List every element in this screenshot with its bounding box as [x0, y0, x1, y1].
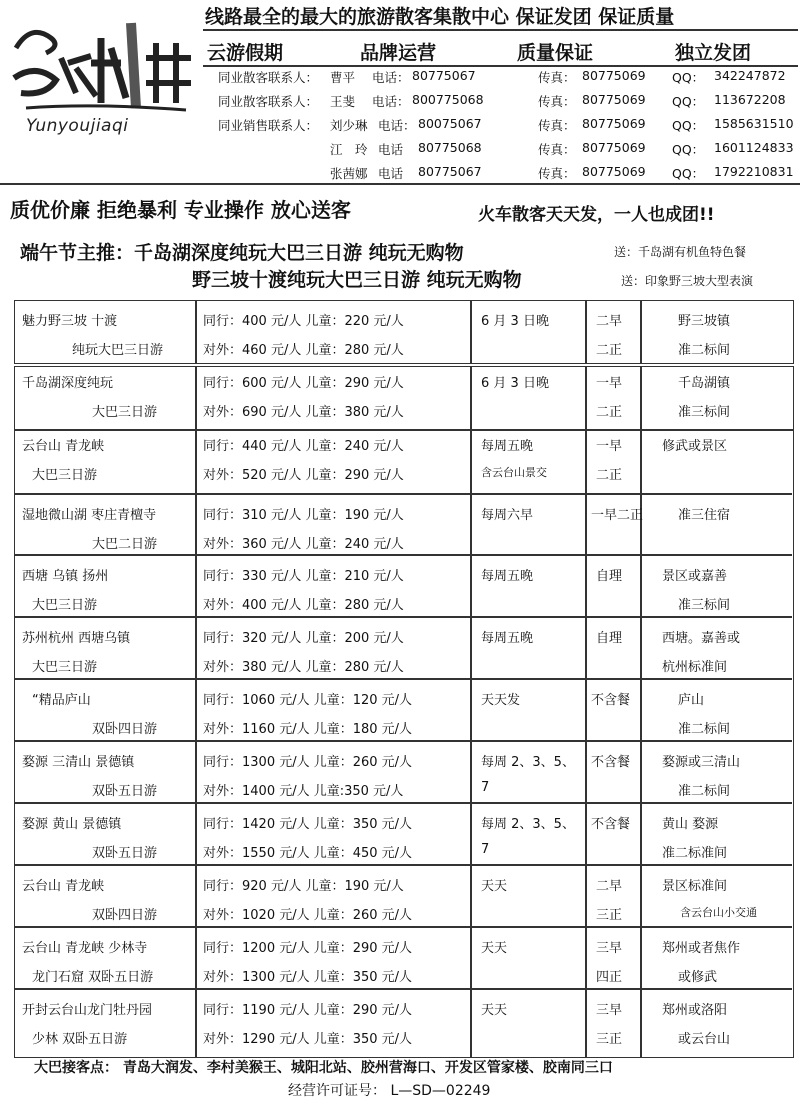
- tour-name: “精品庐山: [32, 693, 91, 708]
- fax-value: 80775069: [582, 92, 646, 107]
- column-divider: [470, 300, 472, 363]
- tour-name: 云台山 青龙峡: [22, 879, 105, 894]
- license-number: 经营许可证号： L—SD—02249: [288, 1083, 491, 1099]
- slogan-item: 质量保证: [517, 42, 594, 64]
- tour-hotel-sub: 准二标间: [678, 343, 731, 358]
- tour-hotel: 景区标准间: [662, 879, 728, 894]
- tour-meals: 一早: [596, 439, 623, 454]
- tour-name-sub: 大巴三日游: [32, 468, 98, 483]
- tour-departure: 每周五晚: [481, 631, 534, 646]
- tour-name-sub: 大巴三日游: [32, 598, 98, 613]
- qq-label: QQ：: [672, 166, 705, 181]
- column-divider: [640, 300, 642, 363]
- tour-price-trade: 同行：320 元/人 儿童：200 元/人: [203, 631, 404, 646]
- fax-label: 传真：: [538, 118, 576, 133]
- tour-name: 湿地微山湖 枣庄青檀寺: [22, 508, 157, 523]
- phone-label: 电话：: [372, 94, 410, 109]
- logo: [6, 8, 196, 138]
- tour-price-public: 对外：1290 元/人 儿童：350 元/人: [203, 1032, 413, 1047]
- tour-hotel-sub: 准三标间: [678, 405, 731, 420]
- tour-name-sub: 大巴二日游: [92, 537, 158, 552]
- tour-departure: 6 月 3 日晚: [481, 314, 549, 329]
- phone-label: 电话：: [372, 70, 410, 85]
- header-tagline: 线路最全的最大的旅游散客集散中心 保证发团 保证质量: [205, 6, 675, 28]
- tour-name: 西塘 乌镇 扬州: [22, 569, 109, 584]
- tour-hotel: 婺源或三清山: [662, 755, 741, 770]
- row-divider: [14, 988, 792, 990]
- pickup-points: 大巴接客点： 青岛大润发、李村美猴王、城阳北站、胶州营海口、开发区管家楼、胶南同三口: [34, 1060, 613, 1076]
- tour-hotel: 景区或嘉善: [662, 569, 728, 584]
- tour-name: 云台山 青龙峡 少林寺: [22, 941, 148, 956]
- slogan-item: 品牌运营: [360, 42, 437, 64]
- tour-hotel-sub: 准二标间: [678, 784, 731, 799]
- tour-price-trade: 同行：330 元/人 儿童：210 元/人: [203, 569, 404, 584]
- contact-role: 同业散客联系人：: [218, 70, 319, 85]
- promo-gift-1: 送：千岛湖有机鱼特色餐: [614, 245, 747, 259]
- contact-role: 同业散客联系人：: [218, 94, 319, 109]
- column-divider: [585, 366, 587, 429]
- tour-meals: 不含餐: [591, 755, 631, 770]
- tour-price-trade: 同行：400 元/人 儿童：220 元/人: [203, 314, 404, 329]
- tour-price-trade: 同行：1420 元/人 儿童：350 元/人: [203, 817, 413, 832]
- tour-price-public: 对外：1550 元/人 儿童：450 元/人: [203, 846, 413, 861]
- column-divider: [470, 366, 472, 429]
- tour-price-public: 对外：360 元/人 儿童：240 元/人: [203, 537, 404, 552]
- tour-price-public: 对外：520 元/人 儿童：290 元/人: [203, 468, 404, 483]
- contact-name: 王斐: [330, 94, 356, 109]
- tour-hotel-sub: 准三标间: [678, 598, 731, 613]
- fax-label: 传真：: [538, 166, 576, 181]
- phone-label: 电话：: [378, 118, 416, 133]
- tour-name-sub: 双卧五日游: [92, 784, 158, 799]
- tour-departure-note: 7: [481, 780, 490, 795]
- column-divider: [640, 366, 642, 429]
- promo-gift-2: 送：印象野三坡大型表演: [621, 274, 754, 288]
- phone-value: 800775068: [412, 92, 484, 107]
- tour-hotel-sub: 含云台山小交通: [680, 906, 757, 919]
- qq-value: 342247872: [714, 68, 786, 83]
- column-divider: [585, 430, 587, 1057]
- fax-value: 80775069: [582, 164, 646, 179]
- qq-value: 1792210831: [714, 164, 794, 179]
- banner-values: 质优价廉 拒绝暴利 专业操作 放心送客: [10, 198, 351, 222]
- tour-hotel-sub: 准二标间: [678, 722, 731, 737]
- tour-meals: 二早: [596, 314, 623, 329]
- contact-name: 张茜娜: [330, 166, 368, 181]
- tour-departure: 天天发: [481, 693, 521, 708]
- fax-value: 80775069: [582, 140, 646, 155]
- tour-hotel-sub: 杭州标准间: [662, 660, 728, 675]
- tour-meals-sub: 三正: [596, 908, 623, 923]
- promo-line-2: 野三坡十渡纯玩大巴三日游 纯玩无购物: [192, 269, 522, 291]
- tour-hotel: 野三坡镇: [678, 314, 731, 329]
- contact-name: 刘少琳: [330, 118, 368, 133]
- tour-name-sub: 少林 双卧五日游: [32, 1032, 128, 1047]
- phone-label: 电话: [378, 142, 404, 157]
- tour-name-sub: 大巴三日游: [92, 405, 158, 420]
- column-divider: [640, 430, 642, 1057]
- tour-name-sub: 双卧四日游: [92, 722, 158, 737]
- column-divider: [195, 366, 197, 429]
- tour-price-trade: 同行：1300 元/人 儿童：260 元/人: [203, 755, 413, 770]
- tour-price-public: 对外：1160 元/人 儿童：180 元/人: [203, 722, 413, 737]
- banner-train: 火车散客天天发，一人也成团!!: [478, 205, 715, 225]
- tour-meals: 自理: [596, 569, 623, 584]
- row-divider: [14, 802, 792, 804]
- row-divider: [14, 678, 792, 680]
- tour-hotel: 修武或景区: [662, 439, 728, 454]
- tour-price-trade: 同行：920 元/人 儿童：190 元/人: [203, 879, 404, 894]
- tour-meals: 二早: [596, 879, 623, 894]
- tour-price-trade: 同行：1060 元/人 儿童：120 元/人: [203, 693, 413, 708]
- tour-departure: 每周 2、3、5、: [481, 817, 575, 832]
- tour-name: 开封云台山龙门牡丹园: [22, 1003, 153, 1018]
- divider: [203, 29, 798, 31]
- tour-hotel-sub: 准二标准间: [662, 846, 728, 861]
- column-divider: [585, 300, 587, 363]
- tour-meals: 一早: [596, 376, 623, 391]
- tour-price-trade: 同行：1200 元/人 儿童：290 元/人: [203, 941, 413, 956]
- tour-meals: 三早: [596, 941, 623, 956]
- fax-value: 80775069: [582, 68, 646, 83]
- tour-name: 云台山 青龙峡: [22, 439, 105, 454]
- tour-name-sub: 双卧四日游: [92, 908, 158, 923]
- tour-name: 千岛湖深度纯玩: [22, 376, 114, 391]
- tour-hotel: 郑州或洛阳: [662, 1003, 728, 1018]
- row-divider: [14, 554, 792, 556]
- row-divider: [14, 493, 792, 495]
- tour-departure: 6 月 3 日晚: [481, 376, 549, 391]
- tour-departure: 每周五晚: [481, 569, 534, 584]
- phone-value: 80775067: [412, 68, 476, 83]
- qq-label: QQ：: [672, 94, 705, 109]
- qq-value: 113672208: [714, 92, 786, 107]
- divider: [0, 183, 800, 185]
- tour-price-public: 对外：460 元/人 儿童：280 元/人: [203, 343, 404, 358]
- tour-departure: 天天: [481, 1003, 508, 1018]
- logo-calligraphy-icon: [6, 8, 196, 118]
- tour-meals-sub: 三正: [596, 1032, 623, 1047]
- tour-name: 婺源 三清山 景德镇: [22, 755, 135, 770]
- qq-label: QQ：: [672, 118, 705, 133]
- contact-name: 曹平: [330, 70, 356, 85]
- row-divider: [14, 864, 792, 866]
- tour-meals: 不含餐: [591, 817, 631, 832]
- column-divider: [195, 430, 197, 1057]
- promo-line-1: 端午节主推：千岛湖深度纯玩大巴三日游 纯玩无购物: [20, 242, 464, 264]
- tour-meals: 三早: [596, 1003, 623, 1018]
- tour-meals-sub: 二正: [596, 405, 623, 420]
- fax-label: 传真：: [538, 94, 576, 109]
- tour-price-public: 对外：380 元/人 儿童：280 元/人: [203, 660, 404, 675]
- tour-meals-sub: 二正: [596, 343, 623, 358]
- slogan-bar: [205, 34, 795, 64]
- tour-name-sub: 纯玩大巴三日游: [72, 343, 164, 358]
- tour-name: 魅力野三坡 十渡: [22, 314, 118, 329]
- tour-hotel: 郑州或者焦作: [662, 941, 741, 956]
- tour-price-public: 对外：1020 元/人 儿童：260 元/人: [203, 908, 413, 923]
- phone-value: 80775068: [418, 140, 482, 155]
- tour-name: 婺源 黄山 景德镇: [22, 817, 122, 832]
- tour-hotel: 西塘。嘉善或: [662, 631, 741, 646]
- tour-hotel-sub: 或云台山: [678, 1032, 731, 1047]
- tour-departure: 每周 2、3、5、: [481, 755, 575, 770]
- tour-price-public: 对外：1300 元/人 儿童：350 元/人: [203, 970, 413, 985]
- tour-price-public: 对外：690 元/人 儿童：380 元/人: [203, 405, 404, 420]
- column-divider: [195, 300, 197, 363]
- tour-price-trade: 同行：600 元/人 儿童：290 元/人: [203, 376, 404, 391]
- tour-name-sub: 大巴三日游: [32, 660, 98, 675]
- qq-value: 1601124833: [714, 140, 794, 155]
- tour-hotel: 黄山 婺源: [662, 817, 719, 832]
- tour-departure: 天天: [481, 941, 508, 956]
- fax-label: 传真：: [538, 142, 576, 157]
- slogan-item: 独立发团: [675, 42, 752, 64]
- tour-price-public: 对外：400 元/人 儿童：280 元/人: [203, 598, 404, 613]
- tour-meals: 自理: [596, 631, 623, 646]
- tour-departure: 每周六早: [481, 508, 534, 523]
- slogan-item: 云游假期: [207, 42, 284, 64]
- qq-label: QQ：: [672, 142, 705, 157]
- tour-hotel: 庐山: [678, 693, 705, 708]
- phone-label: 电话: [378, 166, 404, 181]
- contact-name: 江 玲: [330, 142, 368, 157]
- tour-meals: 一早二正: [591, 508, 644, 523]
- logo-roman-text: Yunyoujiaqi: [26, 116, 129, 136]
- contact-role: 同业销售联系人：: [218, 118, 319, 133]
- tour-meals-sub: 四正: [596, 970, 623, 985]
- phone-value: 80075067: [418, 116, 482, 131]
- fax-label: 传真：: [538, 70, 576, 85]
- tour-departure: 每周五晚: [481, 439, 534, 454]
- phone-value: 80775067: [418, 164, 482, 179]
- tour-departure-note: 含云台山景交: [481, 466, 547, 479]
- tour-name-sub: 龙门石窟 双卧五日游: [32, 970, 154, 985]
- table-border: [14, 430, 794, 1058]
- tour-price-trade: 同行：440 元/人 儿童：240 元/人: [203, 439, 404, 454]
- tour-name: 苏州杭州 西塘乌镇: [22, 631, 131, 646]
- tour-meals: 不含餐: [591, 693, 631, 708]
- tour-price-trade: 同行：310 元/人 儿童：190 元/人: [203, 508, 404, 523]
- tour-departure-note: 7: [481, 842, 490, 857]
- tour-hotel-sub: 或修武: [678, 970, 718, 985]
- tour-hotel: 千岛湖镇: [678, 376, 731, 391]
- row-divider: [14, 616, 792, 618]
- row-divider: [14, 926, 792, 928]
- row-divider: [14, 740, 792, 742]
- tour-hotel: 准三住宿: [678, 508, 731, 523]
- tour-name-sub: 双卧五日游: [92, 846, 158, 861]
- divider: [203, 65, 798, 67]
- tour-meals-sub: 二正: [596, 468, 623, 483]
- tour-price-public: 对外：1400 元/人 儿童:350 元/人: [203, 784, 404, 799]
- tour-departure: 天天: [481, 879, 508, 894]
- column-divider: [470, 430, 472, 1057]
- table-border: [14, 366, 794, 430]
- fax-value: 80775069: [582, 116, 646, 131]
- tour-price-trade: 同行：1190 元/人 儿童：290 元/人: [203, 1003, 413, 1018]
- qq-value: 1585631510: [714, 116, 794, 131]
- qq-label: QQ：: [672, 70, 705, 85]
